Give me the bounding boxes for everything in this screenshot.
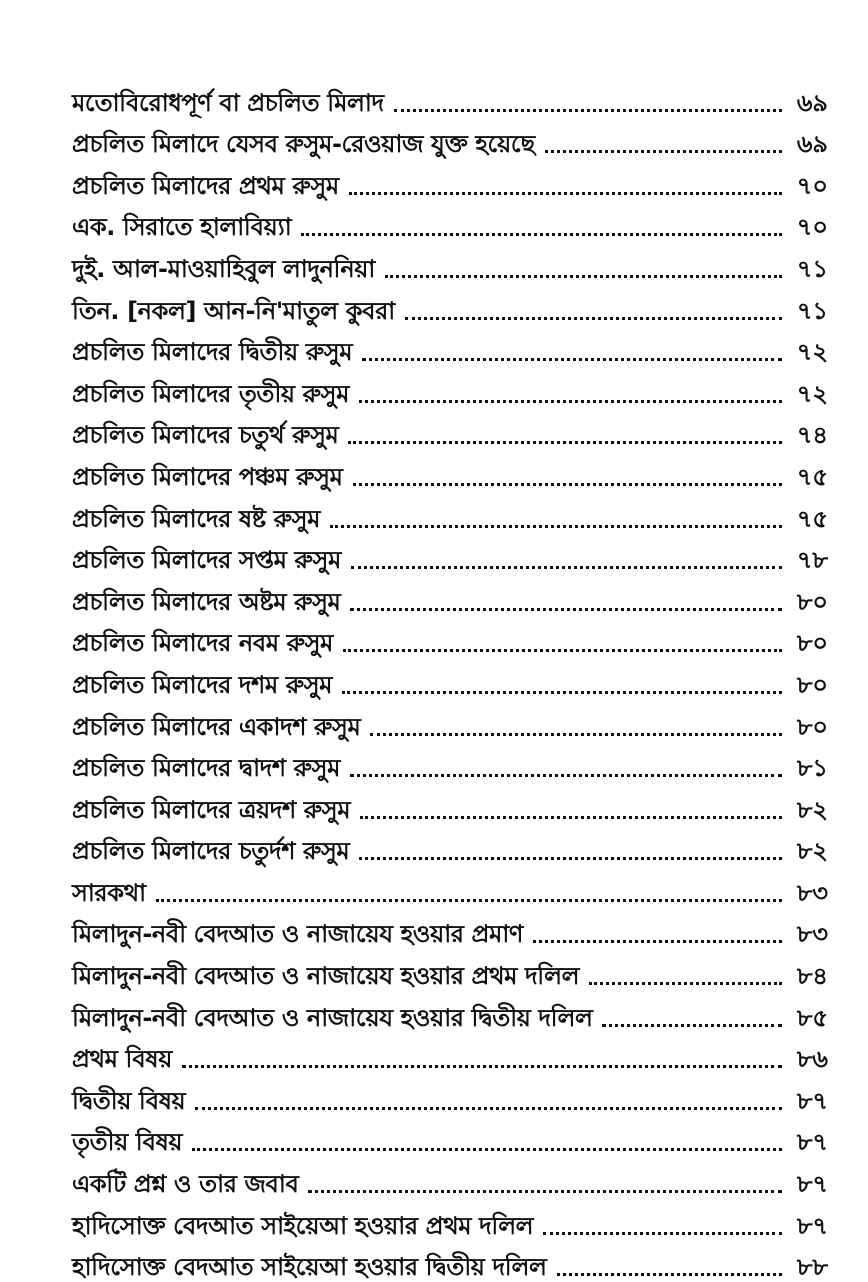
dot-leader bbox=[359, 400, 782, 403]
toc-entry bbox=[72, 866, 828, 908]
toc-entry bbox=[72, 825, 828, 867]
toc-entry-page: ৭৮ bbox=[796, 546, 828, 575]
dot-leader bbox=[394, 109, 782, 112]
toc-entry bbox=[72, 908, 828, 950]
toc-entry-page: ৭২ bbox=[796, 379, 828, 408]
dot-leader bbox=[545, 150, 782, 153]
toc-entry bbox=[72, 783, 828, 825]
toc-entry-title: হাদিসোক্ত বেদআত সাইয়েআ হওয়ার দ্বিতীয় দলিল bbox=[72, 1253, 547, 1282]
toc-entry bbox=[72, 159, 828, 201]
dot-leader bbox=[301, 233, 782, 236]
toc-entry-page: ৮০ bbox=[796, 670, 828, 699]
toc-entry-title: প্রচলিত মিলাদের একাদশ রুসুম bbox=[72, 712, 361, 741]
dot-leader bbox=[195, 1107, 782, 1110]
toc-entry bbox=[72, 284, 828, 326]
dot-leader bbox=[350, 774, 782, 777]
toc-entry bbox=[72, 1033, 828, 1075]
toc-entry-page: ৬৯ bbox=[796, 88, 828, 117]
toc-entry-title: প্রচলিত মিলাদের নবম রুসুম bbox=[72, 629, 333, 658]
toc-entry-title: প্রচলিত মিলাদের অষ্টম রুসুম bbox=[72, 587, 341, 616]
dot-leader bbox=[360, 816, 782, 819]
toc-entry-page: ৭৪ bbox=[796, 421, 828, 450]
toc-entry-title: প্রচলিত মিলাদের দ্বাদশ রুসুম bbox=[72, 754, 341, 783]
toc-entry-page: ৭০ bbox=[796, 171, 828, 200]
toc-entry-title: হাদিসোক্ত বেদআত সাইয়েআ হওয়ার প্রথম দলিল bbox=[72, 1211, 534, 1240]
toc-entry-title: মিলাদুন-নবী বেদআত ও নাজায়েয হওয়ার প্রথম দলিল bbox=[72, 962, 580, 991]
toc-entry-title: প্রচলিত মিলাদের সপ্তম রুসুম bbox=[72, 546, 341, 575]
toc-entry bbox=[72, 617, 828, 659]
toc-entry-page: ৭৫ bbox=[796, 462, 828, 491]
toc-entry-page: ৮৫ bbox=[796, 1003, 828, 1032]
dot-leader bbox=[385, 275, 782, 278]
toc-entry-page: ৮০ bbox=[796, 629, 828, 658]
toc-entry-title: প্রচলিত মিলাদের ত্রয়দশ রুসুম bbox=[72, 795, 351, 824]
toc-entry-page: ৮৭ bbox=[796, 1128, 828, 1157]
dot-leader bbox=[182, 1065, 782, 1068]
toc-entry-title: তিন. [নকল] আন-নি'মাতুল কুবরা bbox=[72, 296, 395, 325]
toc-entry-page: ৭১ bbox=[796, 254, 828, 283]
dot-leader bbox=[602, 1024, 782, 1027]
toc-entry-page: ৮০ bbox=[796, 587, 828, 616]
toc-entry-title: সারকথা bbox=[72, 878, 146, 907]
toc-entry-page: ৮৮ bbox=[796, 1253, 828, 1282]
toc-entry-page: ৭১ bbox=[796, 296, 828, 325]
toc-entry-title: দ্বিতীয় বিষয় bbox=[72, 1086, 186, 1115]
toc-entry bbox=[72, 1241, 828, 1282]
toc-entry bbox=[72, 1074, 828, 1116]
toc-entry-title: এক. সিরাতে হালাবিয়্যা bbox=[72, 213, 292, 242]
toc-entry-page: ৮১ bbox=[796, 754, 828, 783]
dot-leader bbox=[405, 317, 782, 320]
toc-entry bbox=[72, 1199, 828, 1241]
toc-entry bbox=[72, 700, 828, 742]
toc-entry-title: প্রচলিত মিলাদের চতুর্থ রুসুম bbox=[72, 421, 339, 450]
toc-entry bbox=[72, 76, 828, 118]
toc-entry-title: তৃতীয় বিষয় bbox=[72, 1128, 183, 1157]
dot-leader bbox=[308, 1190, 782, 1193]
toc-entry-page: ৮৩ bbox=[796, 920, 828, 949]
dot-leader bbox=[349, 192, 782, 195]
toc-entry-page: ৮৭ bbox=[796, 1211, 828, 1240]
toc-entry bbox=[72, 1116, 828, 1158]
toc-entry bbox=[72, 1157, 828, 1199]
toc-entry-title: প্রচলিত মিলাদের পঞ্চম রুসুম bbox=[72, 462, 343, 491]
toc-entry-page: ৮২ bbox=[796, 837, 828, 866]
toc-entry-title: প্রচলিত মিলাদে যেসব রুসুম-রেওয়াজ যুক্ত হয়েছে bbox=[72, 130, 535, 159]
toc-entry-page: ৮২ bbox=[796, 795, 828, 824]
toc-entry-page: ৮০ bbox=[796, 712, 828, 741]
toc-entry bbox=[72, 575, 828, 617]
toc-entry-page: ৬৯ bbox=[796, 130, 828, 159]
toc-entry bbox=[72, 118, 828, 160]
toc-entry bbox=[72, 742, 828, 784]
toc-entry-title: প্রচলিত মিলাদের চতুর্দশ রুসুম bbox=[72, 837, 350, 866]
dot-leader bbox=[359, 857, 782, 860]
dot-leader bbox=[557, 1273, 782, 1276]
toc-entry bbox=[72, 242, 828, 284]
toc-entry bbox=[72, 949, 828, 991]
toc-entry-page: ৮৭ bbox=[796, 1086, 828, 1115]
dot-leader bbox=[342, 691, 782, 694]
dot-leader bbox=[348, 441, 782, 444]
toc-entry-page: ৭৫ bbox=[796, 504, 828, 533]
dot-leader bbox=[156, 899, 782, 902]
toc-entry-title: প্রচলিত মিলাদের তৃতীয় রুসুম bbox=[72, 379, 349, 408]
toc-entry-title: প্রচলিত মিলাদের দশম রুসুম bbox=[72, 670, 333, 699]
dot-leader bbox=[370, 733, 782, 736]
toc-entry-page: ৮৩ bbox=[796, 878, 828, 907]
toc-entry bbox=[72, 534, 828, 576]
toc-entry-page: ৭০ bbox=[796, 213, 828, 242]
toc-entry bbox=[72, 450, 828, 492]
toc-entry-title: দুই. আল-মাওয়াহিবুল লাদুননিয়া bbox=[72, 254, 375, 283]
dot-leader bbox=[343, 649, 782, 652]
toc-entry-page: ৮৭ bbox=[796, 1170, 828, 1199]
dot-leader bbox=[543, 1232, 782, 1235]
dot-leader bbox=[362, 358, 782, 361]
toc-entry-title: প্রচলিত মিলাদের দ্বিতীয় রুসুম bbox=[72, 338, 353, 367]
toc-entry-page: ৮৬ bbox=[796, 1045, 828, 1074]
table-of-contents bbox=[72, 76, 828, 1282]
toc-entry bbox=[72, 658, 828, 700]
toc-entry-title: প্রচলিত মিলাদের ষষ্ট রুসুম bbox=[72, 504, 320, 533]
toc-entry-title: মিলাদুন-নবী বেদআত ও নাজায়েয হওয়ার প্রমাণ bbox=[72, 920, 524, 949]
toc-entry-title: একটি প্রশ্ন ও তার জবাব bbox=[72, 1170, 299, 1199]
toc-entry-title: প্রচলিত মিলাদের প্রথম রুসুম bbox=[72, 171, 339, 200]
dot-leader bbox=[589, 982, 782, 985]
dot-leader bbox=[353, 483, 782, 486]
toc-entry bbox=[72, 367, 828, 409]
toc-entry-title: প্রথম বিষয় bbox=[72, 1045, 172, 1074]
toc-entry-title: মিলাদুন-নবী বেদআত ও নাজায়েয হওয়ার দ্বিতীয় দলিল bbox=[72, 1003, 593, 1032]
dot-leader bbox=[533, 940, 782, 943]
toc-entry bbox=[72, 409, 828, 451]
dot-leader bbox=[350, 608, 782, 611]
toc-entry-title: মতোবিরোধপূর্ণ বা প্রচলিত মিলাদ bbox=[72, 88, 384, 117]
dot-leader bbox=[330, 525, 782, 528]
toc-entry bbox=[72, 991, 828, 1033]
toc-entry-page: ৮৪ bbox=[796, 962, 828, 991]
toc-entry bbox=[72, 201, 828, 243]
dot-leader bbox=[192, 1148, 782, 1151]
toc-entry-page: ৭২ bbox=[796, 338, 828, 367]
toc-entry bbox=[72, 326, 828, 368]
toc-entry bbox=[72, 492, 828, 534]
dot-leader bbox=[351, 566, 782, 569]
